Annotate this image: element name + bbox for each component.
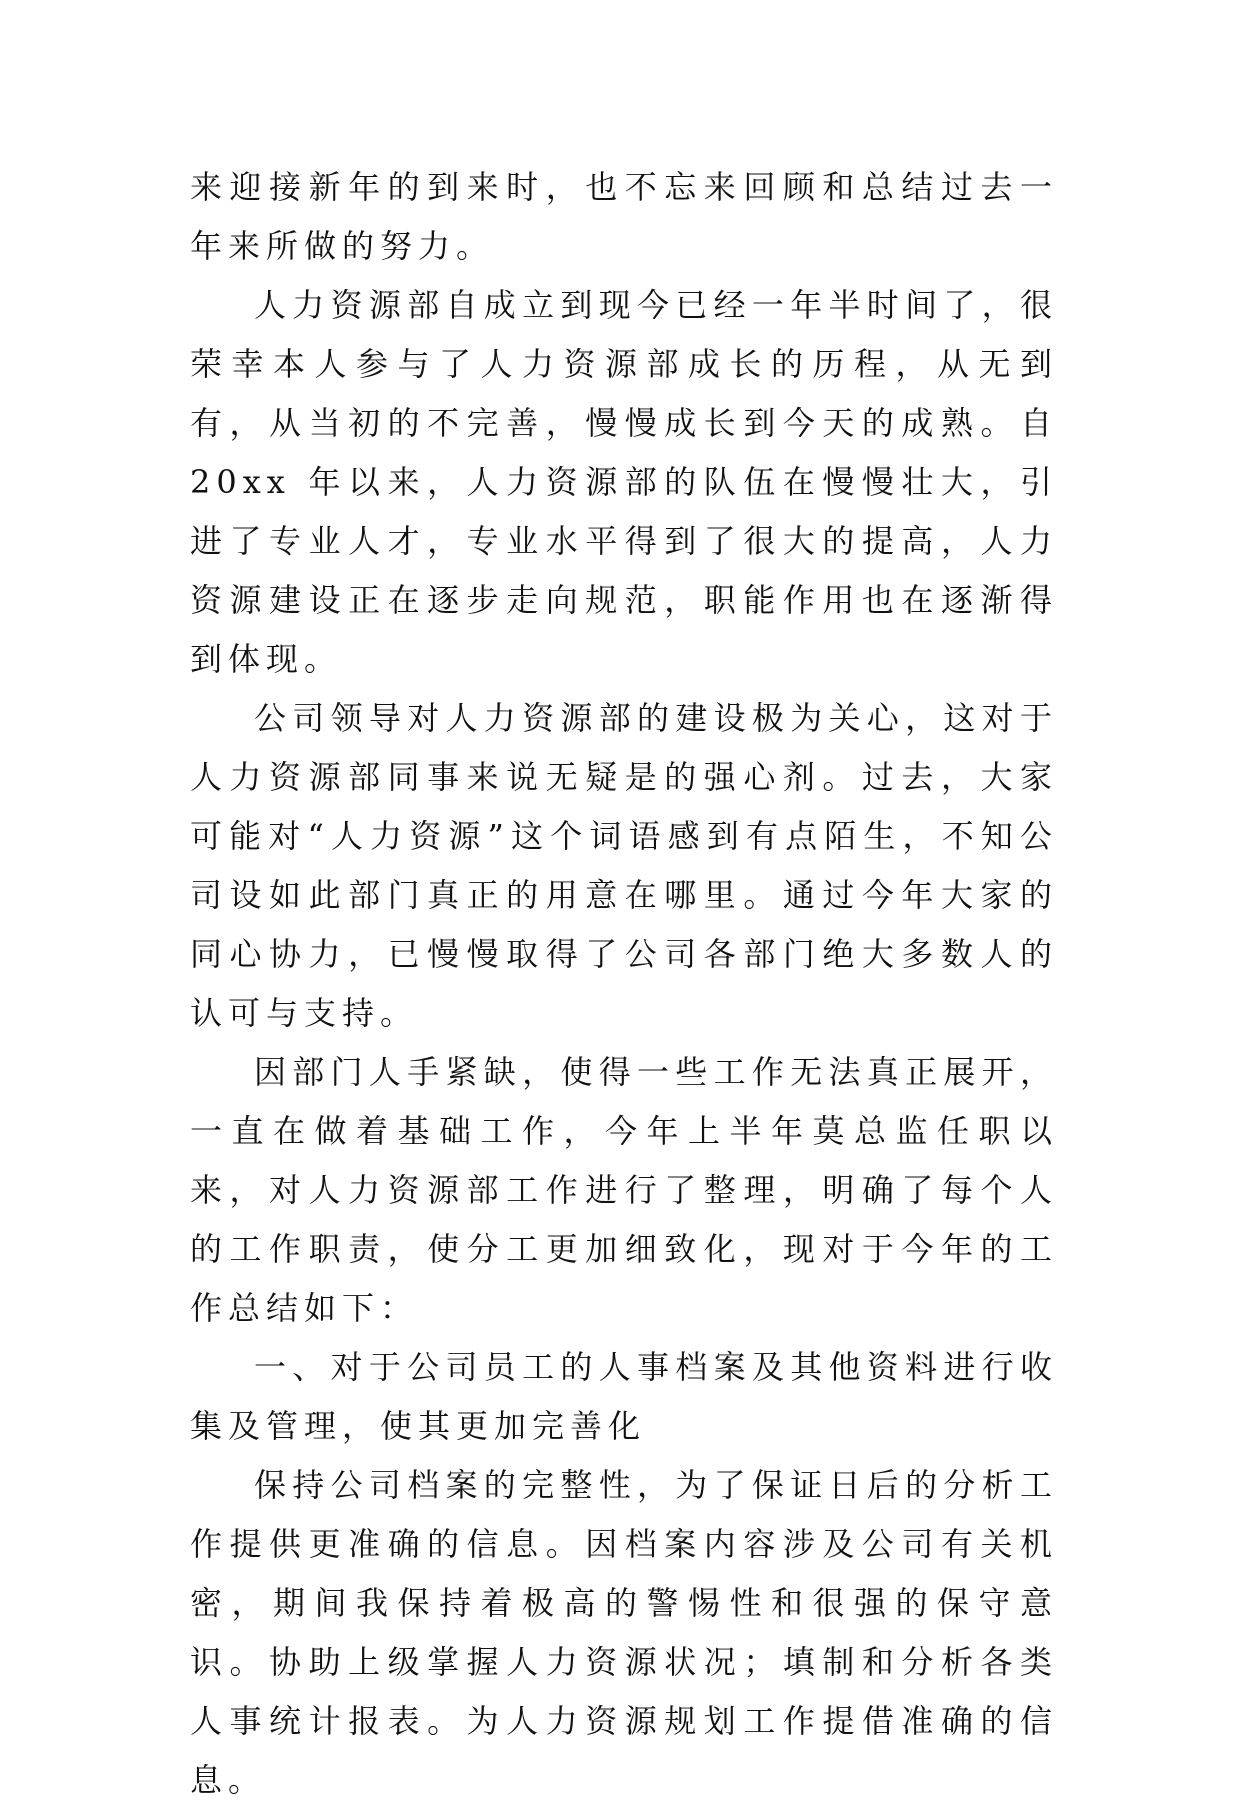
paragraph-leadership-support: 公司领导对人力资源部的建设极为关心，这对于人力资源部同事来说无疑是的强心剂。过去，大家可能对“人力资源”这个词语感到有点陌生，不知公司设如此部门真正的用意在哪里。通过今年大家的同心协力，已慢慢取得了公司各部门绝大多数人的认可与支持。	[190, 699, 1058, 1032]
document-body	[190, 158, 1058, 1810]
paragraph-hr-history: 人力资源部自成立到现今已经一年半时间了，很荣幸本人参与了人力资源部成长的历程，从无到有，从当初的不完善，慢慢成长到今天的成熟。自 20xx 年以来，人力资源部的队伍在慢慢壮大，引进了专业人才，专业水平得到了很大的提高，人力资源建设正在逐步走向规范，职能作用也在逐渐得到体现。	[190, 286, 1058, 678]
paragraph-work-summary-intro: 因部门人手紧缺，使得一些工作无法真正展开，一直在做着基础工作，今年上半年莫总监任职以来，对人力资源部工作进行了整理，明确了每个人的工作职责，使分工更加细致化，现对于今年的工作总结如下：	[190, 1053, 1058, 1327]
paragraph-archives: 保持公司档案的完整性，为了保证日后的分析工作提供更准确的信息。因档案内容涉及公司有关机密，期间我保持着极高的警惕性和很强的保守意识。协助上级掌握人力资源状况；填制和分析各类人事统计报表。为人力资源规划工作提借准确的信息。	[190, 1466, 1058, 1799]
section-heading-1: 一、对于公司员工的人事档案及其他资料进行收集及管理，使其更加完善化	[190, 1348, 1058, 1445]
paragraph-continued: 来迎接新年的到来时，也不忘来回顾和总结过去一年来所做的努力。	[190, 168, 1058, 265]
